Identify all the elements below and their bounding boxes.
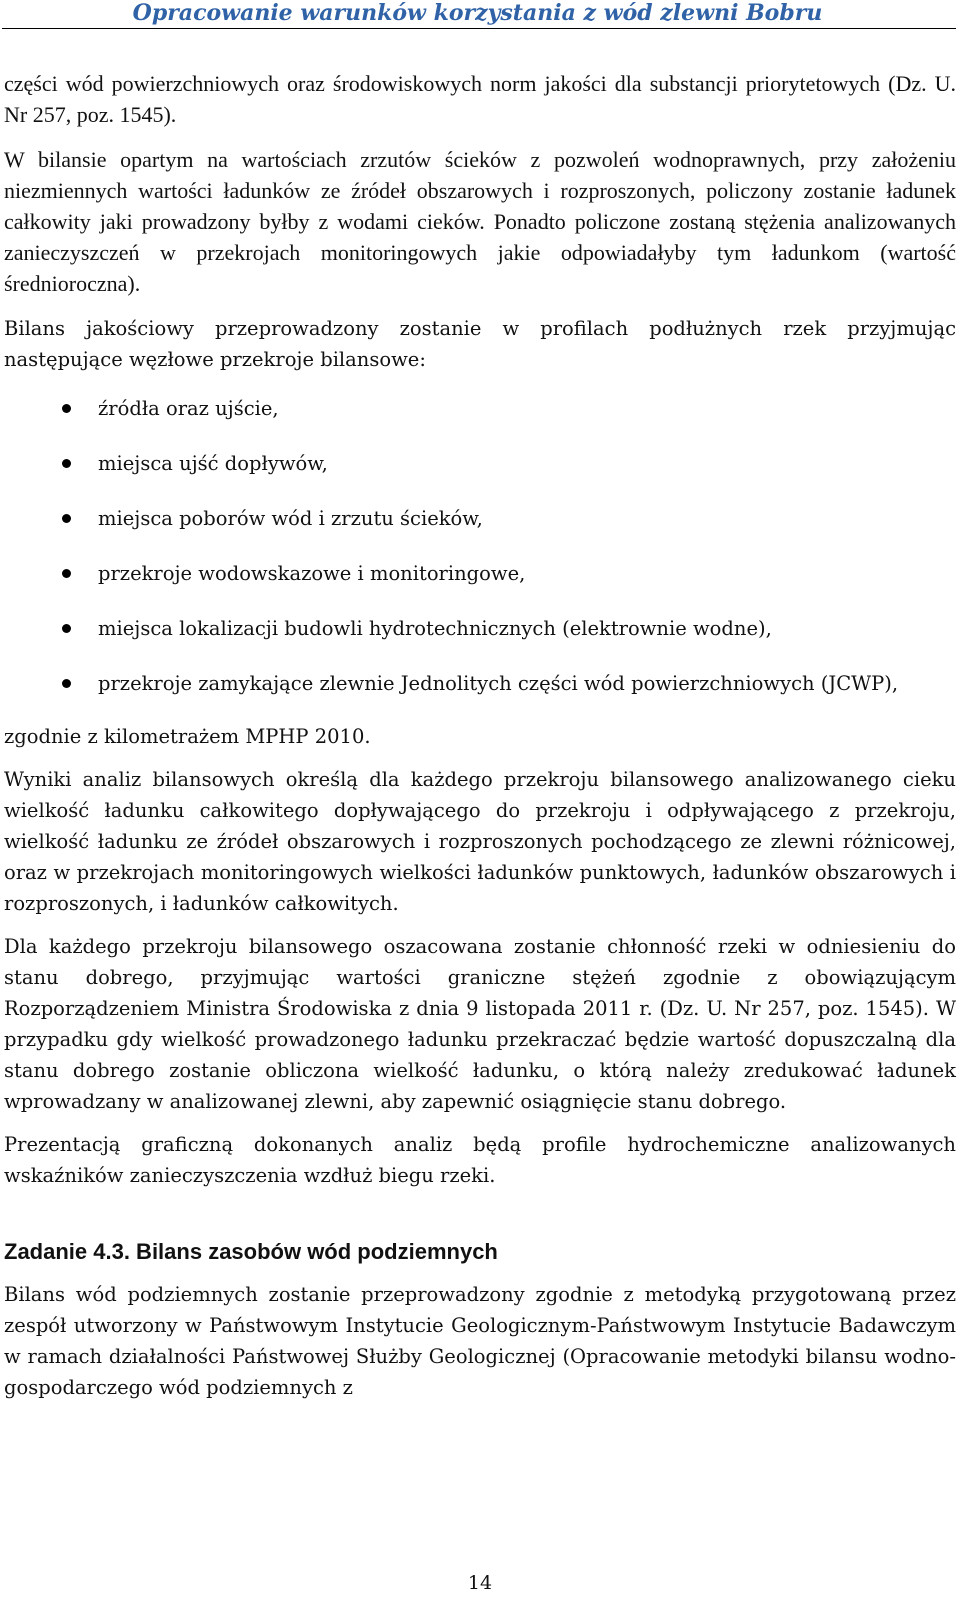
paragraph-2: W bilansie opartym na wartościach zrzutów ścieków z pozwoleń wodnoprawnych, przy założeniu niezmiennych wartości ładunków ze źródeł obszarowych i rozproszonych, policzony zostanie ładunek całkowity jaki prowadzony byłby z wodami cieków. Ponadto policzone zostaną stężenia analizowanych zanieczyszczeń w przekrojach monitoringowych jakie odpowiadałyby tym ładunkom (wartość średnioroczna). [4,147,956,296]
list-item: źródła oraz ujście, [4,393,956,424]
paragraph-2-start [4,144,956,299]
list-item: miejsca lokalizacji budowli hydrotechnicznych (elektrownie wodne), [4,613,956,644]
paragraph-7: Prezentacją graficzną dokonanych analiz będą profile hydrochemiczne analizowanych wskaźników zanieczyszczenia wzdłuż biegu rzeki. [4,1133,956,1187]
body-text [4,68,956,1403]
bullet-icon [62,404,71,413]
paragraph-4: zgodnie z kilometrażem MPHP 2010. [4,725,371,748]
list-item: przekroje zamykające zlewnie Jednolitych części wód powierzchniowych (JCWP), [4,668,956,699]
running-header: Opracowanie warunków korzystania z wód zlewni Bobru [132,0,823,26]
bullet-list [4,393,956,699]
bullet-icon [62,569,71,578]
page-number: 14 [467,1572,493,1594]
paragraph-1: części wód powierzchniowych oraz środowiskowych norm jakości dla substancji priorytetowych (Dz. U. Nr 257, poz. 1545). [4,71,956,127]
bullet-icon [62,459,71,468]
bullet-icon [62,624,71,633]
list-item: przekroje wodowskazowe i monitoringowe, [4,558,956,589]
paragraph-8: Bilans wód podziemnych zostanie przeprowadzony zgodnie z metodyką przygotowaną przez zespół utworzony w Państwowym Instytucie Geologicznym-Państwowym Instytucie Badawczym w ramach działalności Państwowej Służby Geologicznej (Opracowanie metodyki bilansu wodno-gospodarczego wód podziemnych z [4,1283,956,1399]
list-item: miejsca ujść dopływów, [4,448,956,479]
bullet-icon [62,679,71,688]
header-rule [2,28,956,29]
bullet-icon [62,514,71,523]
paragraph-3: Bilans jakościowy przeprowadzony zostanie w profilach podłużnych rzek przyjmując następujące węzłowe przekroje bilansowe: [4,317,956,371]
paragraph-5: Wyniki analiz bilansowych określą dla każdego przekroju bilansowego analizowanego cieku wielkość ładunku całkowitego dopływającego do przekroju i odpływającego z przekroju, wielkość ładunku ze źródeł obszarowych i rozproszonych pochodzącego ze zlewni różnicowej, oraz w przekrojach monitoringowych wielkości ładunków punktowych, ładunków obszarowych i rozproszonych, i ładunków całkowitych. [4,768,956,915]
paragraph-6: Dla każdego przekroju bilansowego oszacowana zostanie chłonność rzeki w odniesieniu do stanu dobrego, przyjmując wartości graniczne stężeń zgodnie z obowiązującym Rozporządzeniem Ministra Środowiska z dnia 9 listopada 2011 r. (Dz. U. Nr 257, poz. 1545). W przypadku gdy wielkość prowadzonego ładunku przekraczać będzie wartość dopuszczalną dla stanu dobrego zostanie obliczona wielkość ładunku, o którą należy zredukować ładunek wprowadzany w analizowanej zlewni, aby zapewnić osiągnięcie stanu dobrego. [4,935,956,1113]
section-heading: Zadanie 4.3. Bilans zasobów wód podziemnych [4,1239,498,1264]
list-item: miejsca poborów wód i zrzutu ścieków, [4,503,956,534]
